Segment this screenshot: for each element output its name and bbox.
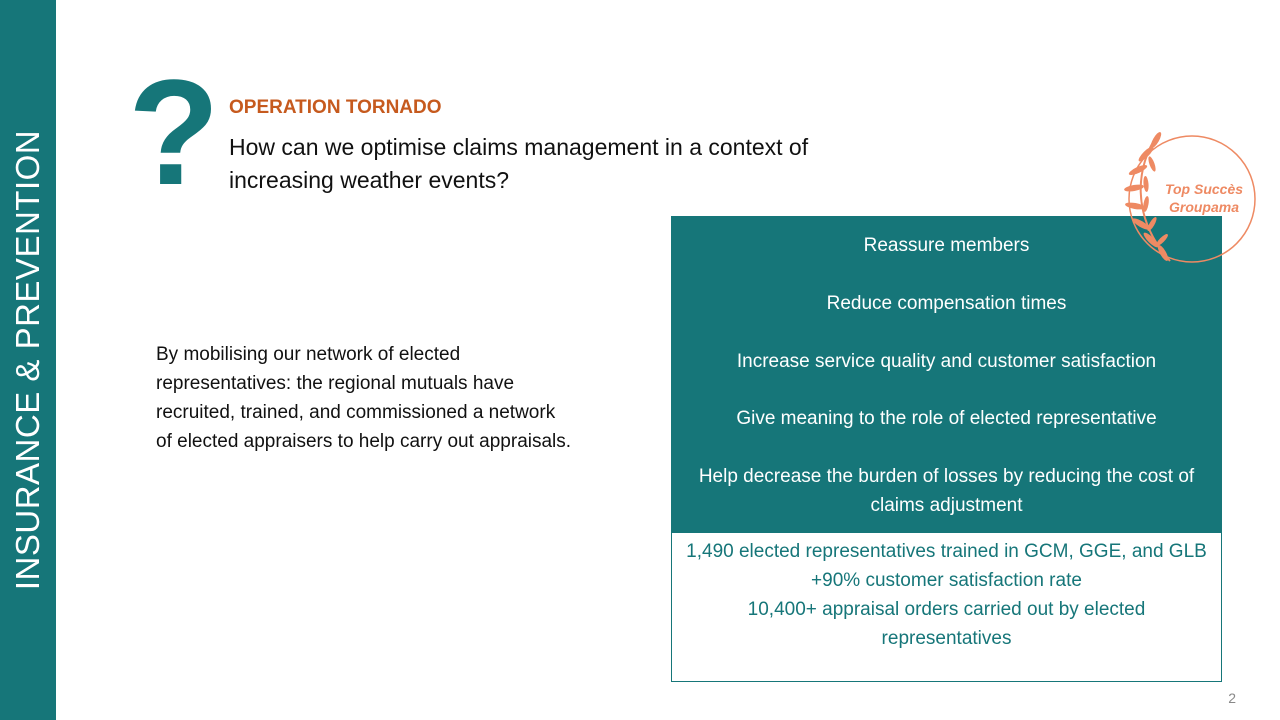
sidebar-band — [0, 0, 56, 720]
result-item: 1,490 elected representatives trained in GCM, GGE, and GLB — [686, 541, 1207, 562]
objective-item: Reduce compensation times — [826, 293, 1067, 314]
description-text: By mobilising our network of elected representatives: the regional mutuals have recruited, trained, and commissioned a network of elected appraisers to help carry out appraisals. — [156, 344, 572, 452]
objective-item: Give meaning to the role of elected representative — [736, 408, 1157, 429]
result-item: +90% customer satisfaction rate — [811, 570, 1082, 591]
page-number: 2 — [1228, 690, 1236, 706]
results-box — [671, 532, 1222, 682]
question-mark-icon: ? — [128, 48, 220, 216]
top-succes-badge — [1118, 126, 1262, 272]
badge-line2: Groupama — [1168, 199, 1240, 215]
result-item: 10,400+ appraisal orders carried out by elected representatives — [747, 599, 1146, 649]
objective-item: Help decrease the burden of losses by reducing the cost of claims adjustment — [698, 466, 1195, 516]
operation-title: OPERATION TORNADO — [229, 97, 442, 118]
objective-item: Increase service quality and customer satisfaction — [736, 351, 1157, 372]
section-title: INSURANCE & PREVENTION — [9, 129, 46, 591]
objective-item: Reassure members — [863, 235, 1030, 256]
badge-line1: Top Succès — [1164, 181, 1244, 197]
question-text: How can we optimise claims management in a context of increasing weather events? — [229, 134, 809, 193]
